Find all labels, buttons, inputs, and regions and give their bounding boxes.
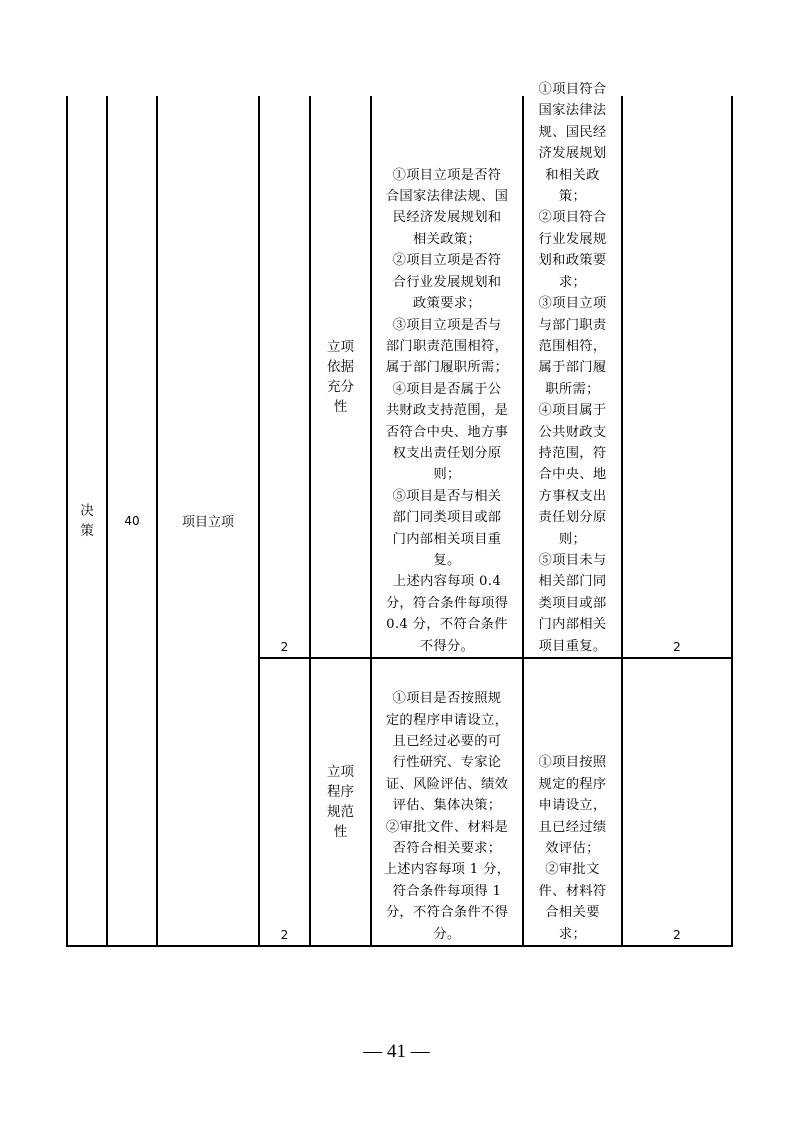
table-row-result-cell [524,659,621,945]
table-row-indicator-cell [311,96,370,657]
category-label: 决 策 [80,502,94,539]
page-number: — 41 — [363,1041,430,1062]
table-row-score-cell [260,96,309,657]
indicator-label: 立项 程序 规范 性 [327,764,354,840]
final-score-value: 2 [673,928,681,942]
criteria-text: ①项目是否按照规 定的程序申请设立， 且已经过必要的可 行性研究、专家论 证、风险评估、绩效 评估、集体决策； ②审批文件、材料是 否符合相关要求； 上述内容每项 1 分， 符合条件每项得 1 分，不符合条件不得 分。 [383,691,511,942]
subcategory-cell [158,96,258,945]
weight-cell [108,96,156,945]
final-score-value: 2 [673,640,681,654]
score-value: 2 [280,640,289,654]
category-cell [68,96,106,945]
column-border [731,96,733,947]
table-row-criteria-cell [372,659,522,945]
criteria-text: ①项目立项是否符 合国家法律法规、国 民经济发展规划和 相关政策； ②项目立项是否符 合行业发展规划和 政策要求； ③项目立项是否与 部门职责范围相符， 属于部门履职所需； ④项目是否属于公 共财政支持范围，是 否符合中央、地方事 权支出责任划分原 则； ⑤项目是否与相关 部门同类项目或部 门内部相关项目重 复。 上述内容每项 0.4 分，符合条件每项得 0.4 分，不符合条件 不得分。 [385,167,509,654]
table-row-criteria-cell [372,96,522,657]
subcategory-label: 项目立项 [181,515,234,530]
category-weight: 40 [124,513,140,528]
table-row-indicator-cell [311,659,370,945]
table-row-score-cell [260,659,309,945]
table-bottom-border [66,945,733,947]
table-row-final-score-cell [623,659,731,945]
table-row-result-cell [524,82,621,657]
result-text: ①项目按照 规定的程序 申请设立， 且已经过绩 效评估； ②审批文 件、材料符 合相关要 求； [538,755,607,942]
score-value: 2 [280,928,289,942]
table-row-final-score-cell [623,96,731,657]
indicator-label: 立项 依据 充分 性 [327,338,354,415]
result-text: ①项目符合 国家法律法 规、国民经 济发展规划 和相关政 策； ②项目符合 行业发展规 划和政策要 求； ③项目立项 与部门职责 范围相符， 属于部门履 职所需； ④项目属于 公共财政支 持范围，符 合中央、地 方事权支出 责任划分原 则； ⑤项目未与 相关部门同 类项目或部 门内部相关 项目重复。 [538,82,607,654]
